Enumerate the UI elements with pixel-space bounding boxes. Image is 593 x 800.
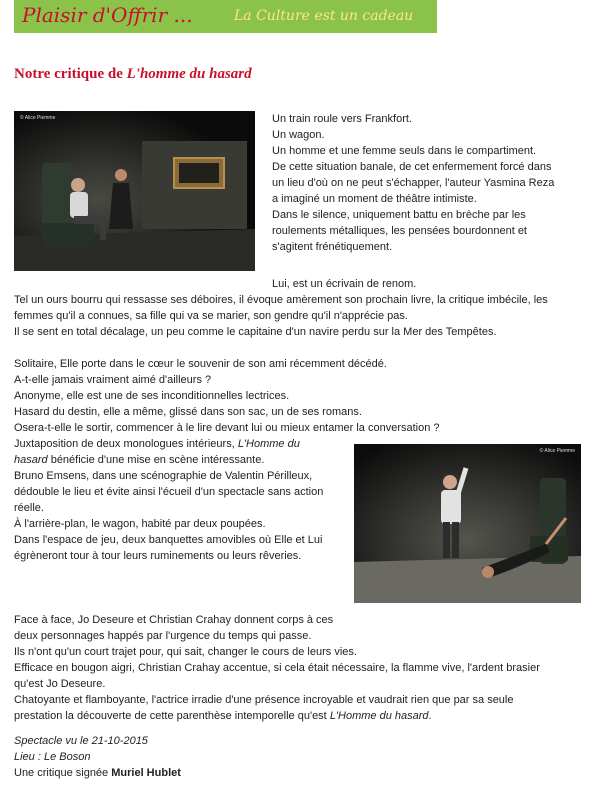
text-line: Hasard du destin, elle a même, glissé dans son sac, un de ses romans. (14, 406, 362, 418)
text-line: égrèneront tour à tour leurs ruminements ou leurs rêveries. (14, 550, 302, 562)
show-venue: Lieu : Le Boson (14, 751, 91, 763)
text-line: Bruno Emsens, dans une scénographie de Valentin Périlleux, (14, 470, 313, 482)
text-line: Ils n'ont qu'un court trajet pour, qui sait, changer le cours de leurs vies. (14, 646, 357, 658)
text-line: Solitaire, Elle porte dans le cœur le souvenir de son ami récemment décédé. (14, 358, 387, 370)
byline: Une critique signée Muriel Hublet (14, 767, 181, 779)
text-line: De cette situation banale, de cet enfermement forcé dans (272, 161, 552, 173)
article-title (14, 66, 252, 83)
text-line: roulements métalliques, les pensées bourdonnent et (272, 225, 527, 237)
paragraph-lui-lead (272, 276, 416, 292)
paragraph-elle (14, 356, 440, 436)
text-line: Anonyme, elle est une de ses inconditionnelles lectrices. (14, 390, 290, 402)
stage-photo-1 (14, 111, 255, 271)
text-line: réelle. (14, 502, 44, 514)
text-line: Un wagon. (272, 129, 325, 141)
photo-2-credit: © Alice Piemme (539, 448, 575, 454)
text-line: hasard bénéficie d'une mise en scène intéressante. (14, 454, 265, 466)
site-tagline: La Culture est un cadeau (234, 8, 414, 24)
text-line: Chatoyante et flamboyante, l'actrice irradie d'une présence incroyable et vaudrait rien que par sa seule (14, 694, 514, 706)
paragraph-acteurs (14, 612, 540, 724)
show-date: Spectacle vu le 21-10-2015 (14, 735, 148, 747)
stage-photo-1-image (14, 111, 255, 271)
text-line: deux personnages happés par l'urgence du temps qui passe. (14, 630, 312, 642)
text-line: Juxtaposition de deux monologues intérieurs, L'Homme du (14, 438, 300, 450)
text-line: Un train roule vers Frankfort. (272, 113, 412, 125)
text-line: s'agitent frénétiquement. (272, 241, 393, 253)
site-banner (14, 0, 437, 33)
text-line: À l'arrière-plan, le wagon, habité par deux poupées. (14, 518, 266, 530)
text-line: qu'est Jo Deseure. (14, 678, 106, 690)
paragraph-mise-en-scene (14, 436, 323, 564)
text-line: Face à face, Jo Deseure et Christian Crahay donnent corps à ces (14, 614, 334, 626)
work-title-inline: hasard (14, 454, 48, 466)
text-line: Dans le silence, uniquement battu en brèche par les (272, 209, 526, 221)
author-name: Muriel Hublet (111, 767, 181, 779)
text-line: dédouble le lieu et évite ainsi l'écueil d'un spectacle sans action (14, 486, 324, 498)
text-line: Dans l'espace de jeu, deux banquettes amovibles où Elle et Lui (14, 534, 323, 546)
title-prefix: Notre critique de (14, 66, 127, 82)
text-line: Tel un ours bourru qui ressasse ses déboires, il évoque amèrement son prochain livre, la critique imbécile, les (14, 294, 548, 306)
work-title-inline: L'Homme du hasard (329, 710, 429, 722)
text-line: Lui, est un écrivain de renom. (272, 278, 417, 290)
stage-photo-2-image (354, 444, 581, 603)
text-line: Il se sent en total décalage, un peu comme le capitaine d'un navire perdu sur la Mer des Tempêtes. (14, 326, 497, 338)
photo-1-credit: © Alice Piemme (20, 115, 56, 121)
stage-photo-2 (354, 444, 581, 603)
text-line: prestation la découverte de cette parenthèse intemporelle qu'est L'Homme du hasard. (14, 710, 432, 722)
text-line: Un homme et une femme seuls dans le compartiment. (272, 145, 537, 157)
text-line: Efficace en bougon aigri, Christian Crahay accentue, si cela était nécessaire, la flamme vive, l'ardent brasier (14, 662, 540, 674)
article-footer (14, 733, 181, 781)
text-line: femmes qu'il a connues, sa fille qui va se marier, son gendre qu'il n'apprécie pas. (14, 310, 408, 322)
text-line: Osera-t-elle le sortir, commencer à le lire devant lui ou mieux entamer la conversation ? (14, 422, 440, 434)
work-title-inline: L'Homme du (237, 438, 300, 450)
text-line: A-t-elle jamais vraiment aimé d'ailleurs ? (14, 374, 212, 386)
site-brand: Plaisir d'Offrir ... (22, 3, 193, 27)
title-work: L'homme du hasard (126, 66, 252, 82)
text-line: a imaginé un moment de théâtre intimiste. (272, 193, 477, 205)
paragraph-lui (14, 292, 548, 340)
paragraph-intro (272, 111, 554, 255)
text-line: un lieu d'où on ne peut s'échapper, l'auteur Yasmina Reza (272, 177, 555, 189)
